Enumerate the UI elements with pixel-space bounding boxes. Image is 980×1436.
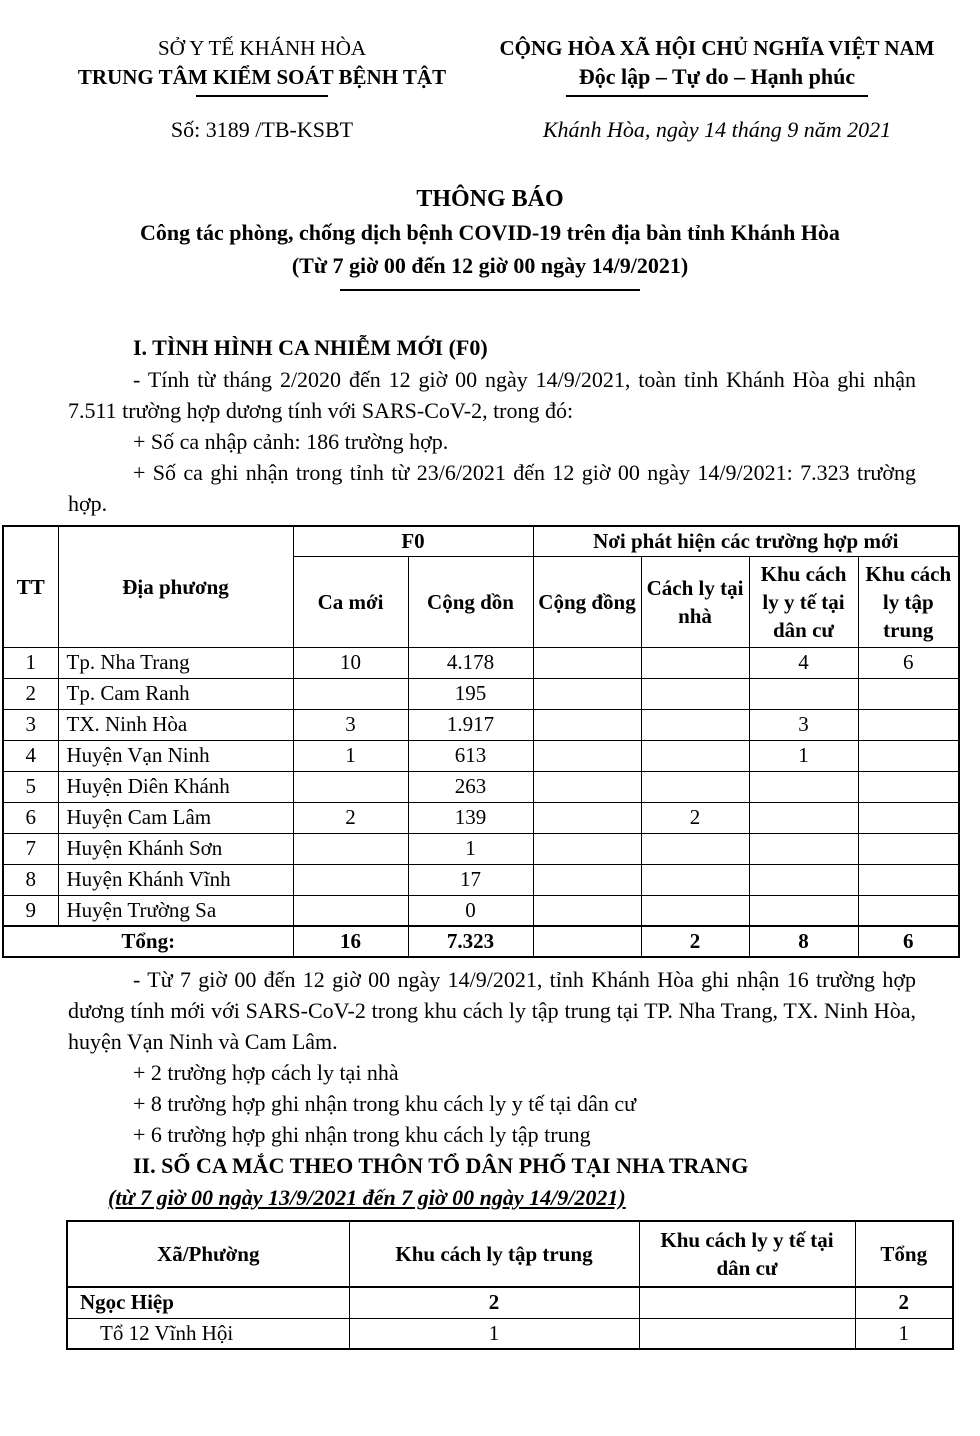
paragraph: - Từ 7 giờ 00 đến 12 giờ 00 ngày 14/9/2021, tỉnh Khánh Hòa ghi nhận 16 trường hợp dương tính mới với SARS-CoV-2 trong khu cách ly tập trung tại TP. Nha Trang, TX. Ninh Hòa, huyện Vạn Ninh và Cam Lâm. xyxy=(68,967,916,1054)
cell: 9 xyxy=(3,895,58,926)
total-cell: 16 xyxy=(293,926,408,957)
cell xyxy=(533,740,641,771)
section-2-period xyxy=(68,1182,916,1214)
cell xyxy=(533,771,641,802)
bullet-line: + 8 trường hợp ghi nhận trong khu cách ly y tế tại dân cư xyxy=(133,1091,637,1116)
total-cell xyxy=(533,926,641,957)
cell: 1 xyxy=(349,1318,639,1349)
cell: 1 xyxy=(408,833,533,864)
cell: 1 xyxy=(293,740,408,771)
cell xyxy=(641,864,749,895)
section-1-notes xyxy=(68,964,916,1214)
cell: Huyện Cam Lâm xyxy=(58,802,293,833)
divider-line xyxy=(196,95,328,97)
bullet-line: + Số ca nhập cảnh: 186 trường hợp. xyxy=(133,429,449,454)
total-cell: 6 xyxy=(858,926,959,957)
column-group-detection-place: Nơi phát hiện các trường hợp mới xyxy=(533,526,959,556)
cell: 4 xyxy=(749,647,858,678)
section-1-heading: I. TÌNH HÌNH CA NHIỄM MỚI (F0) xyxy=(133,335,488,360)
total-label-cell: Tổng: xyxy=(3,926,293,957)
cell: 2 xyxy=(293,802,408,833)
cell xyxy=(533,802,641,833)
divider-line xyxy=(566,95,868,97)
cell: 2 xyxy=(641,802,749,833)
column-header-medical-quarantine: Khu cách ly y tế tại dân cư xyxy=(639,1221,855,1287)
cell xyxy=(293,771,408,802)
cell: 613 xyxy=(408,740,533,771)
country-title: CỘNG HÒA XÃ HỘI CHỦ NGHĨA VIỆT NAM xyxy=(499,36,935,60)
cell xyxy=(293,678,408,709)
document-header xyxy=(0,0,980,143)
column-header-community: Cộng đồng xyxy=(533,556,641,647)
cell xyxy=(641,771,749,802)
table-header-row xyxy=(67,1221,953,1287)
cell xyxy=(641,833,749,864)
section-2-period-text: (từ 7 giờ 00 ngày 13/9/2021 đến 7 giờ 00 ngày 14/9/2021) xyxy=(108,1185,626,1210)
table-header-row xyxy=(3,526,959,556)
cell xyxy=(858,864,959,895)
cell: 4.178 xyxy=(408,647,533,678)
cell: 195 xyxy=(408,678,533,709)
column-header-total: Tổng xyxy=(855,1221,953,1287)
column-header-tt: TT xyxy=(3,526,58,647)
cell: 0 xyxy=(408,895,533,926)
cell: Tổ 12 Vĩnh Hội xyxy=(67,1318,349,1349)
cell xyxy=(641,709,749,740)
cases-by-ward-table xyxy=(66,1220,954,1350)
cell xyxy=(858,833,959,864)
cell: 1.917 xyxy=(408,709,533,740)
cell: Huyện Diên Khánh xyxy=(58,771,293,802)
cell xyxy=(858,771,959,802)
cell: 3 xyxy=(749,709,858,740)
cell: 1 xyxy=(855,1318,953,1349)
table-row xyxy=(3,771,959,802)
cell: Ngọc Hiệp xyxy=(67,1287,349,1318)
table-row xyxy=(3,678,959,709)
column-header-ward: Xã/Phường xyxy=(67,1221,349,1287)
bullet-line: + 6 trường hợp ghi nhận trong khu cách ly tập trung xyxy=(133,1122,591,1147)
column-header-medical-quarantine: Khu cách ly y tế tại dân cư xyxy=(749,556,858,647)
document-subject: Công tác phòng, chống dịch bệnh COVID-19 trên địa bàn tỉnh Khánh Hòa xyxy=(140,220,840,245)
table-total-row xyxy=(3,926,959,957)
motto: Độc lập – Tự do – Hạnh phúc xyxy=(578,64,856,89)
cell xyxy=(533,678,641,709)
agency-parent-name: SỞ Y TẾ KHÁNH HÒA xyxy=(157,36,367,60)
table-row xyxy=(67,1287,953,1318)
cell xyxy=(858,709,959,740)
paragraph: - Tính từ tháng 2/2020 đến 12 giờ 00 ngày 14/9/2021, toàn tỉnh Khánh Hòa ghi nhận 7.511 trường hợp dương tính với SARS-CoV-2, trong đó: xyxy=(68,367,916,423)
cell xyxy=(858,678,959,709)
bullet-line: + 2 trường hợp cách ly tại nhà xyxy=(133,1060,399,1085)
cell xyxy=(639,1287,855,1318)
cell xyxy=(858,740,959,771)
cell: 2 xyxy=(349,1287,639,1318)
cell xyxy=(293,833,408,864)
cell: 6 xyxy=(858,647,959,678)
cell xyxy=(293,864,408,895)
cell: Huyện Trường Sa xyxy=(58,895,293,926)
column-header-home-quarantine: Cách ly tại nhà xyxy=(641,556,749,647)
section-1 xyxy=(68,331,916,519)
total-cell: 2 xyxy=(641,926,749,957)
place-date-line: Khánh Hòa, ngày 14 tháng 9 năm 2021 xyxy=(542,117,892,142)
document-title: THÔNG BÁO xyxy=(416,186,564,212)
cell xyxy=(293,895,408,926)
cell: Huyện Khánh Sơn xyxy=(58,833,293,864)
cell: 1 xyxy=(749,740,858,771)
cell xyxy=(641,740,749,771)
cell xyxy=(533,895,641,926)
document-number: Số: 3189 /TB-KSBT xyxy=(170,117,354,142)
cell: 3 xyxy=(3,709,58,740)
document-period: (Từ 7 giờ 00 đến 12 giờ 00 ngày 14/9/2021) xyxy=(291,253,689,278)
cell xyxy=(533,833,641,864)
column-header-cumulative: Cộng dồn xyxy=(408,556,533,647)
table-row xyxy=(3,709,959,740)
cell xyxy=(641,678,749,709)
table-row xyxy=(3,864,959,895)
cell: 4 xyxy=(3,740,58,771)
total-cell: 7.323 xyxy=(408,926,533,957)
cell xyxy=(858,895,959,926)
issuing-agency-block xyxy=(62,34,462,143)
cell: Huyện Khánh Vĩnh xyxy=(58,864,293,895)
total-cell: 8 xyxy=(749,926,858,957)
cell: 7 xyxy=(3,833,58,864)
document-title-block xyxy=(0,183,980,291)
cell xyxy=(641,895,749,926)
cell: Tp. Cam Ranh xyxy=(58,678,293,709)
cell: 263 xyxy=(408,771,533,802)
national-motto-block xyxy=(482,34,952,143)
table-row xyxy=(3,833,959,864)
cell xyxy=(749,771,858,802)
cell: 6 xyxy=(3,802,58,833)
column-group-f0: F0 xyxy=(293,526,533,556)
column-header-central-quarantine: Khu cách ly tập trung xyxy=(349,1221,639,1287)
cell: TX. Ninh Hòa xyxy=(58,709,293,740)
cell xyxy=(639,1318,855,1349)
cell: 1 xyxy=(3,647,58,678)
column-header-locality: Địa phương xyxy=(58,526,293,647)
cell xyxy=(749,895,858,926)
cell xyxy=(533,864,641,895)
cell: 139 xyxy=(408,802,533,833)
agency-name: TRUNG TÂM KIỂM SOÁT BỆNH TẬT xyxy=(77,65,447,89)
cell: 5 xyxy=(3,771,58,802)
cell xyxy=(749,678,858,709)
cell xyxy=(749,802,858,833)
bullet-line: + Số ca ghi nhận trong tỉnh từ 23/6/2021 đến 12 giờ 00 ngày 14/9/2021: 7.323 trường hợp. xyxy=(68,460,916,516)
cell: 10 xyxy=(293,647,408,678)
section-2-heading: II. SỐ CA MẮC THEO THÔN TỔ DÂN PHỐ TẠI NHA TRANG xyxy=(133,1153,749,1178)
cell xyxy=(641,647,749,678)
cell: Tp. Nha Trang xyxy=(58,647,293,678)
table-row xyxy=(3,740,959,771)
cell: 17 xyxy=(408,864,533,895)
cell: 3 xyxy=(293,709,408,740)
table-row xyxy=(67,1318,953,1349)
cell: 8 xyxy=(3,864,58,895)
column-header-new-cases: Ca mới xyxy=(293,556,408,647)
cell xyxy=(749,833,858,864)
cell xyxy=(533,709,641,740)
table-row xyxy=(3,895,959,926)
table-row xyxy=(3,647,959,678)
cases-by-locality-table xyxy=(2,525,960,958)
cell: 2 xyxy=(855,1287,953,1318)
cell xyxy=(749,864,858,895)
divider-line xyxy=(340,289,640,291)
cell xyxy=(858,802,959,833)
cell: Huyện Vạn Ninh xyxy=(58,740,293,771)
cell xyxy=(533,647,641,678)
table-row xyxy=(3,802,959,833)
cell: 2 xyxy=(3,678,58,709)
column-header-central-quarantine: Khu cách ly tập trung xyxy=(858,556,959,647)
